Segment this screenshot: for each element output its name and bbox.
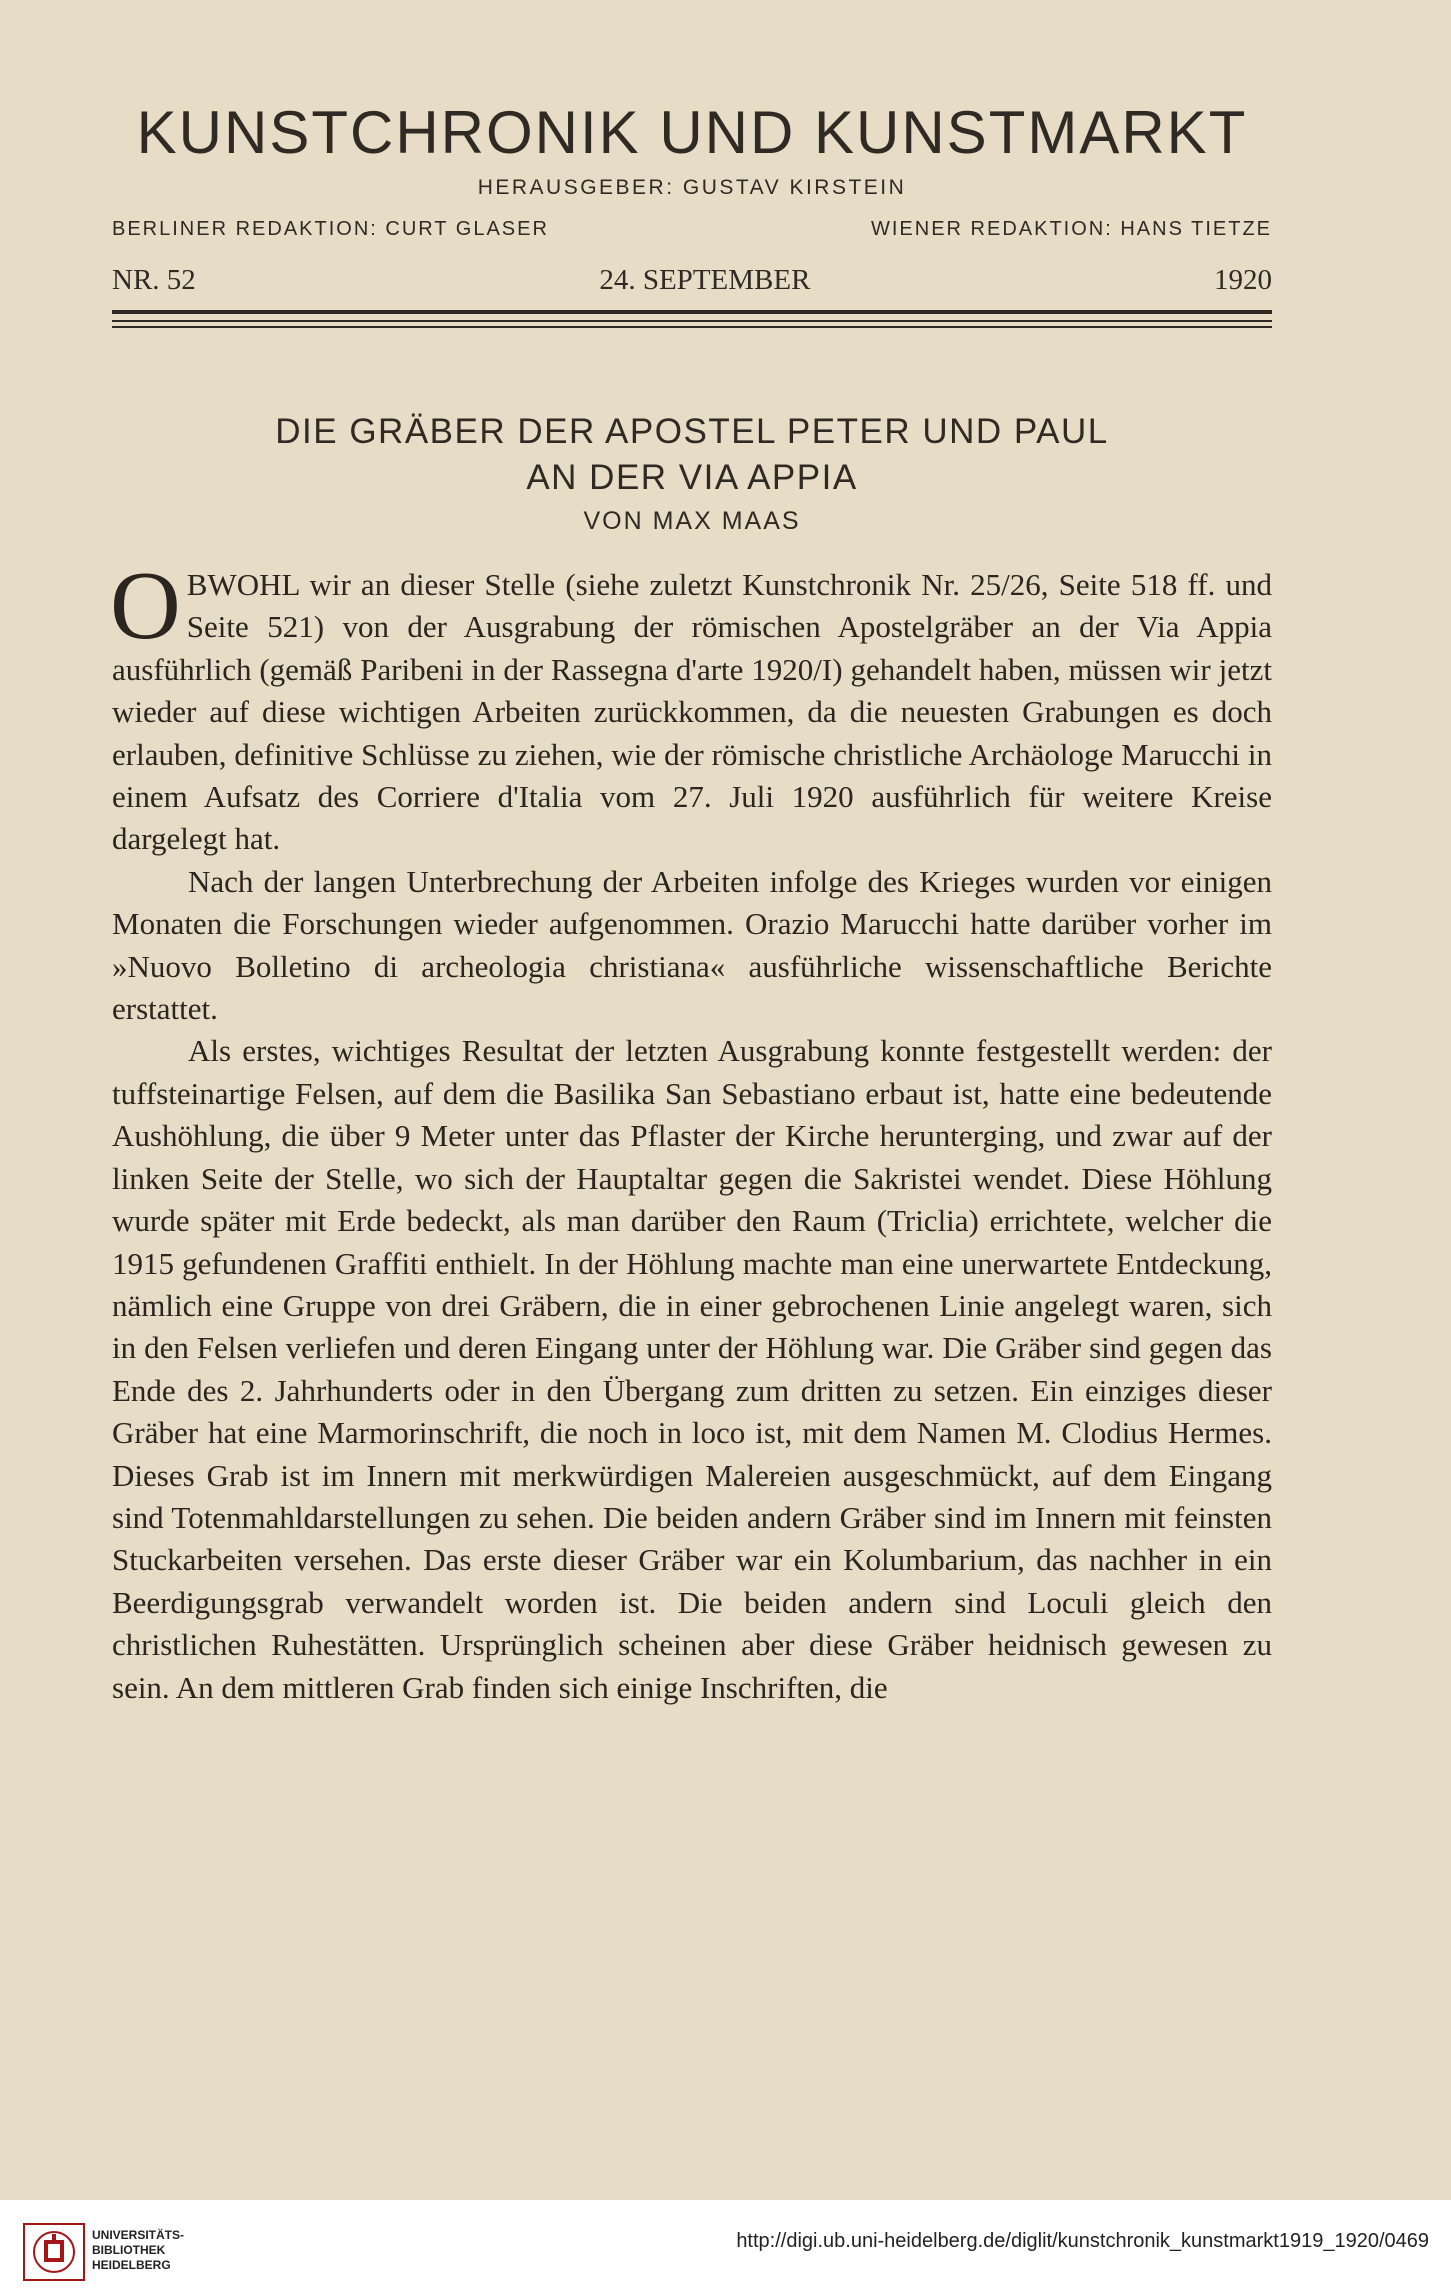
paragraph-1-text: BWOHL wir an dieser Stelle (siehe zuletzt Kunstchronik Nr. 25/26, Seite 518 ff. und Seite 521) von der Ausgrabung der römischen Apostelgräber an der Via Appia ausführlich (gemäß Paribeni in der Rassegna d'arte 1920/I) gehandelt haben, müssen wir jetzt wieder auf diese wichtigen Arbeiten zurückkommen, da die neuesten Grabungen es doch erlauben, definitive Schlüsse zu ziehen, wie der römische christliche Archäologe Marucchi in einem Aufsatz des Corriere d'Italia vom 27. Juli 1920 ausführlich für weitere Kreise dargelegt hat. [112, 567, 1272, 857]
institution-line: HEIDELBERG [92, 2258, 171, 2272]
institution-line: UNIVERSITÄTS- [92, 2228, 185, 2242]
masthead-rule [112, 310, 1272, 314]
berlin-redaktion: BERLINER REDAKTION: CURT GLASER [112, 218, 549, 240]
masthead-rule [112, 326, 1272, 328]
institution-line: BIBLIOTHEK [92, 2243, 166, 2257]
paragraph-3: Als erstes, wichtiges Resultat der letzten Ausgrabung konnte festgestellt werden: der tuffsteinartige Felsen, auf dem die Basilika San Sebastiano erbaut ist, hatte eine bedeutende Aushöhlung, die über 9 Meter unter das Pflaster der Kirche herunterging, und zwar auf der linken Seite der Stelle, wo sich der Hauptaltar gegen die Sakristei wendet. Diese Höhlung wurde später mit Erde bedeckt, als man darüber den Raum (Triclia) errichtete, welcher die 1915 gefundenen Graffiti enthielt. In der Höhlung machte man eine unerwartete Entdeckung, nämlich eine Gruppe von drei Gräbern, die in einer gebrochenen Linie angelegt waren, sich in den Felsen verliefen und deren Eingang unter der Höhlung war. Die Gräber sind gegen das Ende des 2. Jahrhunderts oder in den Übergang zum dritten zu setzen. Ein einziges dieser Gräber hat eine Marmorinschrift, die noch in loco ist, mit dem Namen M. Clodius Hermes. Dieses Grab ist im Innern mit merkwürdigen Malereien ausgeschmückt, auf dem Eingang sind Totenmahldarstellungen zu sehen. Die beiden andern Gräber sind im Innern mit feinsten Stuckarbeiten versehen. Das erste dieser Gräber war ein Kolumbarium, das nachher in ein Beerdigungsgrab verwandelt worden ist. Die beiden andern sind Loculi gleich den christlichen Ruhestätten. Ursprünglich scheinen aber diese Gräber heidnisch gewesen zu sein. An dem mittleren Grab finden sich einige Inschriften, die [112, 1033, 1272, 1705]
article-title-line1: DIE GRÄBER DER APOSTEL PETER UND PAUL [275, 412, 1109, 451]
article-title-line2: AN DER VIA APPIA [526, 458, 858, 497]
masthead-rule [112, 320, 1272, 322]
university-seal-icon [22, 2222, 86, 2282]
wien-redaktion: WIENER REDAKTION: HANS TIETZE [871, 218, 1272, 240]
masthead-title: KUNSTCHRONIK UND KUNSTMARKT [136, 99, 1248, 166]
article-body [110, 552, 1272, 1709]
issue-number: NR. 52 [112, 264, 196, 296]
issue-year: 1920 [1213, 264, 1272, 296]
drop-cap: O [110, 552, 181, 660]
paragraph-2: Nach der langen Unterbrechung der Arbeiten infolge des Krieges wurden vor einigen Monaten die Forschungen wieder aufgenommen. Orazio Marucchi hatte darüber vorher im »Nuovo Bolletino di archeologia christiana« ausführliche wissenschaftliche Berichte erstattet. [112, 863, 1272, 1027]
institution-name [92, 2228, 184, 2273]
issue-date: 24. SEPTEMBER [599, 264, 811, 296]
masthead-redaktion [112, 218, 1272, 241]
paragraph-1 [110, 552, 1272, 861]
article-author: VON MAX MAAS [583, 507, 801, 535]
issue-line [112, 264, 1272, 297]
source-url: http://digi.ub.uni-heidelberg.de/diglit/kunstchronik_kunstmarkt1919_1920/0469 [736, 2230, 1429, 2252]
masthead-editor: HERAUSGEBER: GUSTAV KIRSTEIN [477, 176, 907, 199]
